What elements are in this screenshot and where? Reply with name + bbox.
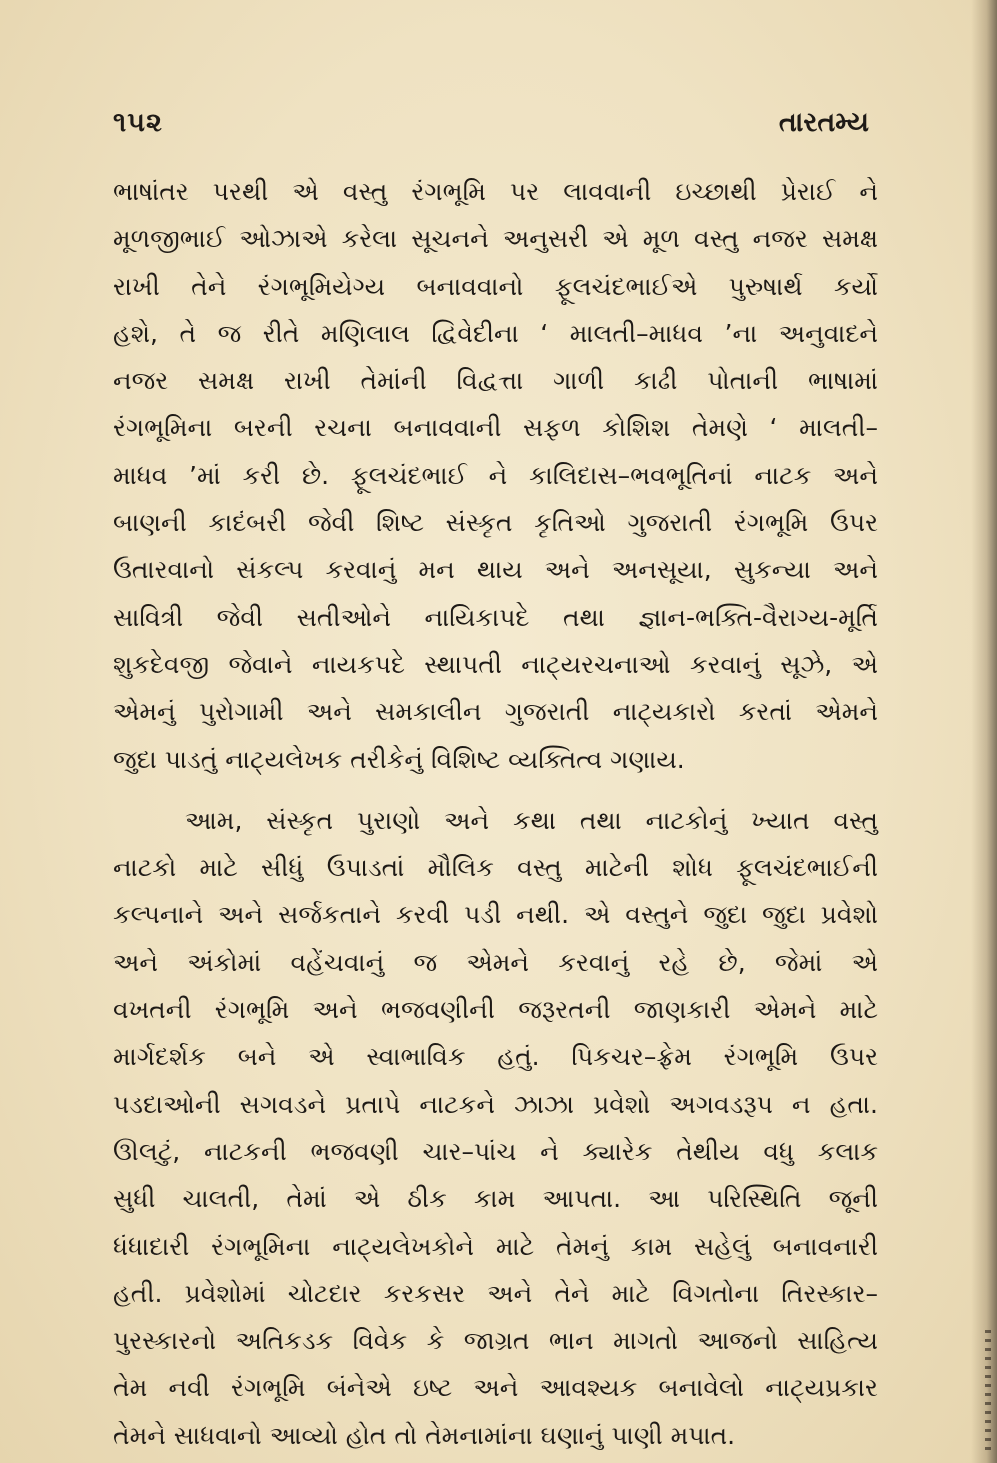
- text-line: શુકદેવજી જેવાને નાયકપદે સ્થાપતી નાટ્યરચનાઓ કરવાનું સૂઝે, એ: [113, 649, 878, 679]
- text-line: કલ્પનાને અને સર્જકતાને કરવી પડી નથી. એ વસ્તુને જુદા જુદા પ્રવેશો: [113, 900, 878, 930]
- text-line: માર્ગદર્શક બને એ સ્વાભાવિક હતું. પિકચર–ફ્રેમ રંગભૂમિ ઉપર: [113, 1042, 878, 1072]
- text-line: નજર સમક્ષ રાખી તેમાંની વિદ્વત્તા ગાળી કાઢી પોતાની ભાષામાં: [113, 366, 878, 396]
- text-line: હશે, તે જ રીતે મણિલાલ દ્વિવેદીના ‘ માલતી–માધવ ’ના અનુવાદને: [113, 318, 878, 348]
- text-line: તેમને સાધવાનો આવ્યો હોત તો તેમનામાંના ઘણાનું પાણી મપાત.: [113, 1420, 736, 1450]
- text-line: સુધી ચાલતી, તેમાં એ ઠીક કામ આપતા. આ પરિસ્થિતિ જૂની: [113, 1184, 878, 1214]
- body-text: [113, 168, 878, 1459]
- text-line: જુદા પાડતું નાટ્યલેખક તરીકેનું વિશિષ્ટ વ્યક્તિત્વ ગણાય.: [113, 744, 685, 774]
- page-edge-shadow: [971, 0, 997, 1463]
- paragraph-1: [113, 168, 878, 783]
- text-line: માધવ ’માં કરી છે. ફૂલચંદભાઈ ને કાલિદાસ–ભવભૂતિનાં નાટક અને: [113, 460, 878, 490]
- text-line: એમનું પુરોગામી અને સમકાલીન ગુજરાતી નાટ્યકારો કરતાં એમને: [113, 697, 878, 727]
- text-line: ભાષાંતર પરથી એ વસ્તુ રંગભૂમિ પર લાવવાની ઇચ્છાથી પ્રેરાઈ ને: [113, 177, 878, 206]
- text-line: રાખી તેને રંગભૂમિયેગ્ય બનાવવાનો ફૂલચંદભાઈએ પુરુષાર્થ કર્યો: [113, 271, 878, 301]
- text-line: ધંધાદારી રંગભૂમિના નાટ્યલેખકોને માટે તેમનું કામ સહેલું બનાવનારી: [113, 1231, 878, 1261]
- text-line: ઊલટું, નાટકની ભજવણી ચાર–પાંચ ને ક્યારેક તેથીય વધુ કલાક: [113, 1136, 878, 1166]
- text-line: સાવિત્રી જેવી સતીઓને નાયિકાપદે તથા જ્ઞાન-ભક્તિ-વૈરાગ્ય-મૂર્તિ: [113, 602, 878, 632]
- text-line: પુરસ્કારનો અતિકડક વિવેક કે જાગ્રત ભાન માગતો આજનો સાહિત્ય: [113, 1326, 878, 1356]
- text-line: ઉતારવાનો સંકલ્પ કરવાનું મન થાય અને અનસૂયા, સુકન્યા અને: [113, 555, 878, 585]
- text-line: આમ, સંસ્કૃત પુરાણો અને કથા તથા નાટકોનું ખ્યાત વસ્તુ: [185, 805, 878, 835]
- text-line: રંગભૂમિના બરની રચના બનાવવાની સફળ કોશિશ તેમણે ‘ માલતી–: [113, 413, 878, 443]
- text-line: હતી. પ્રવેશોમાં ચોટદાર કરકસર અને તેને માટે વિગતોના તિરસ્કાર–: [113, 1278, 878, 1308]
- text-line: વખતની રંગભૂમિ અને ભજવણીની જરૂરતની જાણકારી એમને માટે: [113, 995, 878, 1025]
- text-line: તેમ નવી રંગભૂમિ બંનેએ ઇષ્ટ અને આવશ્યક બનાવેલો નાટ્યપ્રકાર: [113, 1373, 878, 1403]
- paragraph-2: [113, 797, 878, 1459]
- text-line: પડદાઓની સગવડને પ્રતાપે નાટકને ઝાઝા પ્રવેશો અગવડરૂપ ન હતા.: [113, 1089, 878, 1119]
- text-line: મૂળજીભાઈ ઓઝાએ કરેલા સૂચનને અનુસરી એ મૂળ વસ્તુ નજર સમક્ષ: [113, 224, 878, 254]
- page-number: ૧૫૨: [113, 107, 163, 138]
- text-line: અને અંકોમાં વહેંચવાનું જ એમને કરવાનું રહે છે, જેમાં એ: [113, 947, 878, 977]
- running-title: તારતમ્ય: [778, 107, 869, 138]
- text-line: નાટકો માટે સીધું ઉપાડતાં મૌલિક વસ્તુ માટેની શોધ ફૂલચંદભાઈની: [113, 853, 878, 883]
- text-line: બાણની કાદંબરી જેવી શિષ્ટ સંસ્કૃત કૃતિઓ ગુજરાતી રંગભૂમિ ઉપર: [113, 508, 878, 538]
- paragraph-gap: [113, 783, 878, 797]
- page-edge-mark: [985, 1330, 991, 1450]
